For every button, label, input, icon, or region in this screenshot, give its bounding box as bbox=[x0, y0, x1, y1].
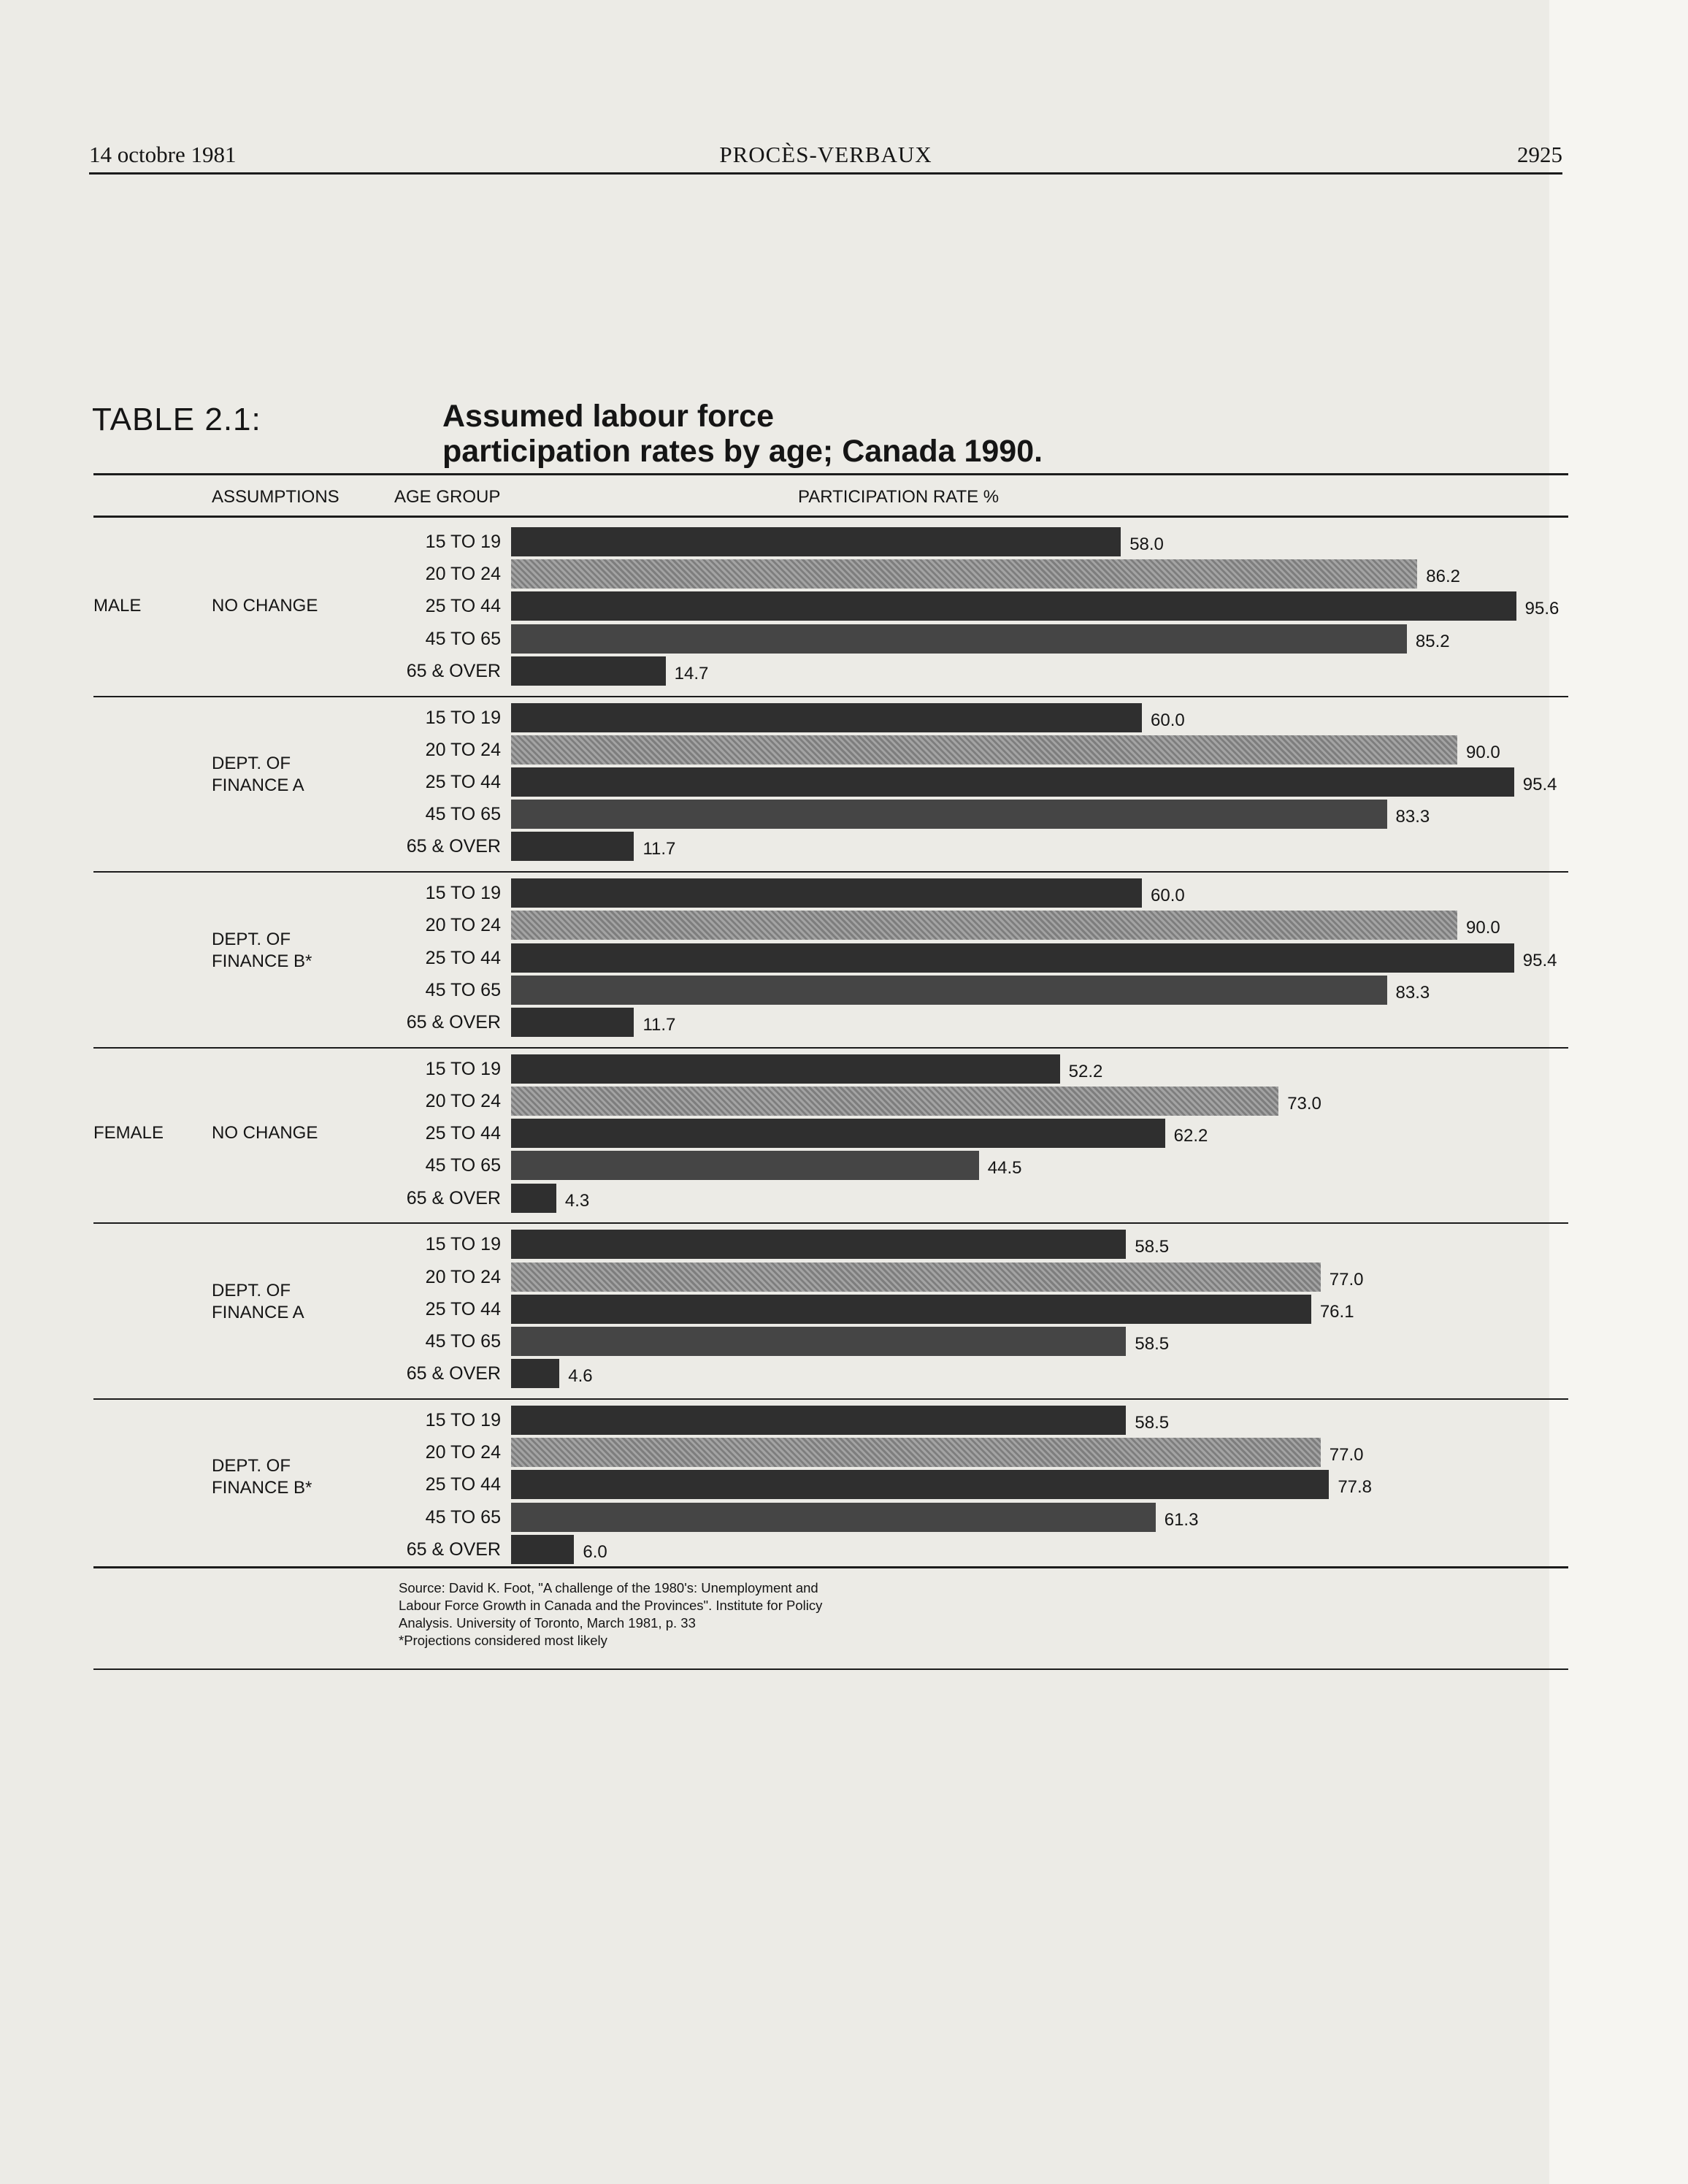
bar bbox=[511, 1359, 559, 1388]
bar-value-label: 85.2 bbox=[1415, 631, 1450, 651]
age-group-label: 25 TO 44 bbox=[425, 772, 501, 792]
age-group-label: 45 TO 65 bbox=[425, 1506, 501, 1528]
bar bbox=[511, 624, 1407, 654]
bar-value-label: 77.8 bbox=[1338, 1477, 1373, 1498]
bar-value-label: 83.3 bbox=[1395, 982, 1430, 1003]
age-group-label: 15 TO 19 bbox=[425, 1058, 501, 1079]
bar-value-label: 11.7 bbox=[642, 839, 676, 859]
age-group-label: 65 & OVER bbox=[406, 1012, 501, 1032]
assumption-label: DEPT. OF FINANCE B* bbox=[212, 1456, 312, 1498]
bar bbox=[511, 943, 1514, 973]
bar-value-label: 4.6 bbox=[568, 1366, 593, 1387]
bar bbox=[511, 976, 1387, 1005]
bar bbox=[511, 878, 1142, 908]
bar-value-label: 73.0 bbox=[1287, 1094, 1321, 1114]
bar bbox=[511, 1327, 1126, 1356]
bar-value-label: 76.1 bbox=[1319, 1301, 1354, 1322]
bar-value-label: 11.7 bbox=[642, 1015, 676, 1035]
gender-label: MALE bbox=[93, 596, 142, 616]
bar-value-label: 95.4 bbox=[1522, 775, 1557, 794]
bar-value-label: 95.4 bbox=[1522, 950, 1557, 970]
age-group-label: 20 TO 24 bbox=[425, 915, 501, 936]
group-separator bbox=[93, 1047, 1568, 1049]
bar-value-label: 58.0 bbox=[1129, 534, 1164, 554]
bar bbox=[511, 1438, 1321, 1467]
table-top-rule bbox=[93, 473, 1568, 475]
bar bbox=[511, 1087, 1278, 1116]
age-group-label: 65 & OVER bbox=[406, 660, 501, 681]
age-group-label: 20 TO 24 bbox=[425, 1091, 501, 1111]
bar bbox=[511, 1262, 1321, 1292]
bar bbox=[511, 767, 1514, 797]
source-line-2: Labour Force Growth in Canada and the Provinces". Institute for Policy bbox=[399, 1598, 823, 1613]
bar-value-label: 58.5 bbox=[1135, 1413, 1170, 1433]
bar-value-label: 14.7 bbox=[674, 663, 709, 683]
page-edge bbox=[1549, 0, 1688, 2184]
bar bbox=[511, 591, 1516, 621]
assumption-label: DEPT. OF FINANCE A bbox=[212, 1280, 304, 1322]
column-header-assumptions: ASSUMPTIONS bbox=[212, 487, 339, 507]
table-label: TABLE 2.1: bbox=[92, 402, 261, 437]
bar-value-label: 83.3 bbox=[1395, 807, 1430, 827]
age-group-label: 25 TO 44 bbox=[425, 596, 501, 617]
bar-value-label: 58.5 bbox=[1135, 1237, 1170, 1257]
age-group-label: 65 & OVER bbox=[406, 1187, 501, 1208]
bar bbox=[511, 1295, 1311, 1324]
bar-value-label: 95.6 bbox=[1524, 599, 1560, 619]
bar bbox=[511, 527, 1121, 556]
bar bbox=[511, 1184, 556, 1213]
assumption-label: DEPT. OF FINANCE A bbox=[212, 754, 304, 795]
bar-value-label: 90.0 bbox=[1466, 918, 1500, 938]
bar-value-label: 61.3 bbox=[1164, 1509, 1199, 1530]
age-group-label: 25 TO 44 bbox=[425, 1474, 501, 1495]
bar bbox=[511, 1008, 634, 1037]
bar-value-label: 52.2 bbox=[1068, 1061, 1103, 1081]
bar-value-label: 62.2 bbox=[1173, 1126, 1208, 1146]
source-bottom-rule bbox=[93, 1668, 1568, 1670]
group-separator bbox=[93, 871, 1568, 873]
bar-value-label: 86.2 bbox=[1426, 567, 1460, 587]
age-group-label: 15 TO 19 bbox=[425, 883, 501, 904]
table-title-line-2: participation rates by age; Canada 1990. bbox=[442, 434, 1043, 469]
group-separator bbox=[93, 1222, 1568, 1224]
bar-value-label: 44.5 bbox=[987, 1158, 1022, 1179]
age-group-label: 15 TO 19 bbox=[425, 1410, 501, 1430]
bar bbox=[511, 1230, 1126, 1259]
age-group-label: 15 TO 19 bbox=[425, 532, 501, 552]
running-head-section: PROCÈS-VERBAUX bbox=[719, 142, 932, 167]
assumption-label: NO CHANGE bbox=[212, 1123, 318, 1143]
age-group-label: 65 & OVER bbox=[406, 836, 501, 857]
age-group-label: 15 TO 19 bbox=[425, 707, 501, 728]
age-group-label: 45 TO 65 bbox=[425, 804, 501, 825]
bar bbox=[511, 832, 634, 861]
group-separator bbox=[93, 1398, 1568, 1400]
source-note bbox=[399, 1579, 822, 1650]
column-header-age-group: AGE GROUP bbox=[394, 487, 501, 507]
bar bbox=[511, 1054, 1060, 1084]
age-group-label: 45 TO 65 bbox=[425, 1155, 501, 1176]
source-line-1: Source: David K. Foot, "A challenge of the 1980's: Unemployment and bbox=[399, 1580, 818, 1595]
table-title bbox=[442, 399, 1043, 469]
column-header-participation-rate: PARTICIPATION RATE % bbox=[798, 487, 1000, 507]
age-group-label: 20 TO 24 bbox=[425, 739, 501, 760]
bar bbox=[511, 1503, 1156, 1532]
group-separator bbox=[93, 696, 1568, 697]
age-group-label: 45 TO 65 bbox=[425, 628, 501, 649]
table-bottom-rule bbox=[93, 1566, 1568, 1568]
bar bbox=[511, 559, 1417, 589]
age-group-label: 45 TO 65 bbox=[425, 979, 501, 1000]
footnote: *Projections considered most likely bbox=[399, 1633, 607, 1648]
age-group-label: 20 TO 24 bbox=[425, 1442, 501, 1463]
age-group-label: 65 & OVER bbox=[406, 1363, 501, 1384]
bar-value-label: 60.0 bbox=[1151, 710, 1185, 730]
age-group-label: 25 TO 44 bbox=[425, 1123, 501, 1144]
age-group-label: 20 TO 24 bbox=[425, 564, 501, 585]
running-head-date: 14 octobre 1981 bbox=[89, 142, 237, 167]
bar bbox=[511, 1406, 1126, 1435]
bar bbox=[511, 1470, 1329, 1499]
bar-value-label: 6.0 bbox=[583, 1541, 607, 1562]
bar bbox=[511, 656, 666, 686]
running-head bbox=[89, 140, 1562, 175]
age-group-label: 45 TO 65 bbox=[425, 1331, 501, 1352]
bar bbox=[511, 703, 1142, 732]
bar-value-label: 60.0 bbox=[1151, 886, 1185, 906]
page-number: 2925 bbox=[1517, 142, 1562, 167]
bar bbox=[511, 735, 1457, 765]
bar-value-label: 4.3 bbox=[564, 1190, 590, 1211]
bar bbox=[511, 911, 1457, 940]
assumption-label: NO CHANGE bbox=[212, 596, 318, 616]
age-group-label: 15 TO 19 bbox=[425, 1234, 501, 1255]
age-group-label: 25 TO 44 bbox=[425, 947, 501, 968]
bar bbox=[511, 1535, 574, 1564]
bar-value-label: 77.0 bbox=[1329, 1269, 1364, 1290]
source-line-3: Analysis. University of Toronto, March 1981, p. 33 bbox=[399, 1615, 696, 1631]
bar-value-label: 90.0 bbox=[1466, 742, 1500, 762]
gender-label: FEMALE bbox=[93, 1123, 164, 1143]
age-group-label: 65 & OVER bbox=[406, 1539, 501, 1560]
age-group-label: 20 TO 24 bbox=[425, 1266, 501, 1287]
assumption-label: DEPT. OF FINANCE B* bbox=[212, 929, 312, 971]
bar-value-label: 58.5 bbox=[1135, 1334, 1170, 1354]
bar bbox=[511, 1119, 1165, 1148]
table-title-line-1: Assumed labour force bbox=[442, 399, 774, 434]
bar bbox=[511, 800, 1387, 829]
bar bbox=[511, 1151, 979, 1180]
age-group-label: 25 TO 44 bbox=[425, 1298, 501, 1319]
bar-value-label: 77.0 bbox=[1329, 1445, 1364, 1465]
header-rule bbox=[93, 516, 1568, 518]
